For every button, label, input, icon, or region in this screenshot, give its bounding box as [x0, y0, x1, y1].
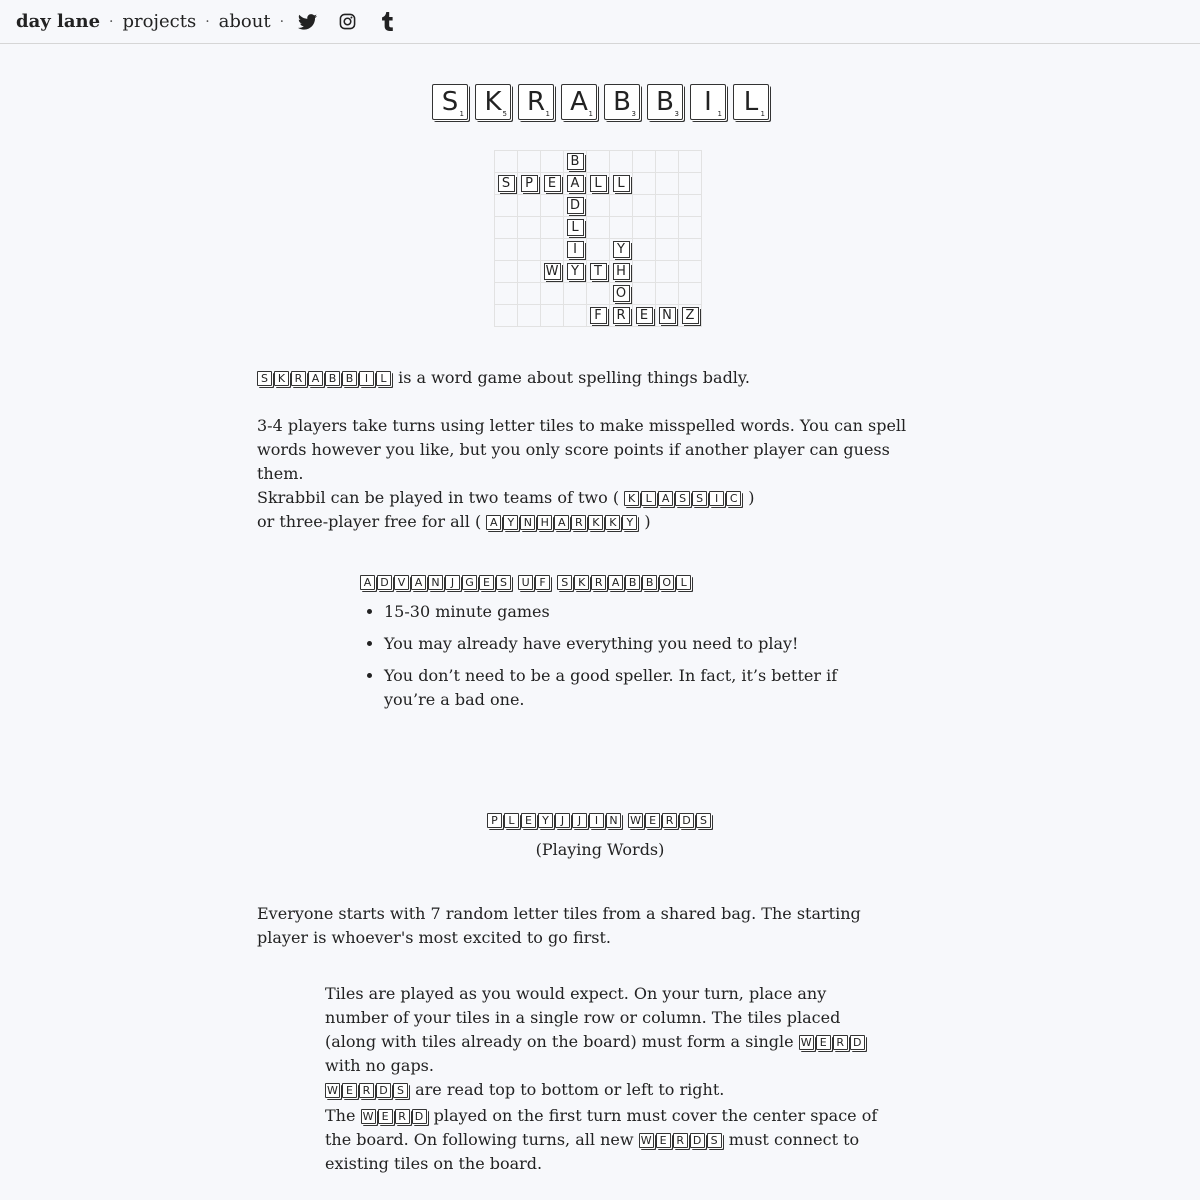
- board-cell: [679, 305, 702, 327]
- intro-text: is a word game about spelling things badly.: [398, 368, 750, 387]
- brand-link[interactable]: day lane: [16, 11, 101, 32]
- board-cell: [564, 173, 587, 195]
- letter-tile: L 1: [733, 84, 769, 120]
- letter-tile: D: [567, 197, 584, 214]
- board-cell: [610, 239, 633, 261]
- letter-tile: D: [412, 1109, 427, 1124]
- letter-tile: D: [690, 1133, 705, 1148]
- board-cell: [633, 195, 656, 217]
- board-cell: [656, 195, 679, 217]
- letter-tile: Y: [538, 813, 553, 828]
- nav-link-projects[interactable]: projects: [122, 11, 197, 32]
- letter-tile: I: [567, 241, 584, 258]
- nav-link-about[interactable]: about: [218, 11, 271, 32]
- first-turn-paragraph: [325, 1104, 885, 1176]
- board-cell: [564, 195, 587, 217]
- letter-tile: Y: [613, 241, 630, 258]
- board-cell: [679, 261, 702, 283]
- board-cell: [541, 261, 564, 283]
- board-cell: [495, 173, 518, 195]
- board-cell: [518, 173, 541, 195]
- letter-tile: R: [591, 575, 606, 590]
- letter-tile: R: [613, 307, 630, 324]
- board-cell: [518, 239, 541, 261]
- letter-tile: B 3: [604, 84, 640, 120]
- letter-tile: A: [554, 515, 569, 530]
- letter-tile: E: [544, 175, 561, 192]
- modes-paragraph: [257, 486, 907, 534]
- letter-tile: E: [816, 1035, 831, 1050]
- title-tiles: [0, 84, 1200, 120]
- letter-tile: I 1: [690, 84, 726, 120]
- modes-text: or three-player free for all (: [257, 512, 482, 531]
- list-item: • 15-30 minute games: [384, 600, 874, 624]
- board-cell: [541, 283, 564, 305]
- board-cell: [610, 173, 633, 195]
- board-cell: [656, 283, 679, 305]
- letter-tile: B 3: [647, 84, 683, 120]
- letter-tile: A: [486, 515, 501, 530]
- board-cell: [518, 261, 541, 283]
- letter-tile: S: [257, 371, 272, 386]
- board-cell: [495, 239, 518, 261]
- letter-tile: L: [590, 175, 607, 192]
- letter-tile: B: [642, 575, 657, 590]
- tumblr-icon[interactable]: [377, 12, 397, 32]
- board-cell: [564, 305, 587, 327]
- letter-tile: E: [342, 1083, 357, 1098]
- letter-tile: W: [361, 1109, 376, 1124]
- letter-tile: C: [726, 491, 741, 506]
- letter-tile: K: [605, 515, 620, 530]
- tile-play-paragraph: [325, 982, 885, 1102]
- tile-word: [487, 813, 623, 828]
- paren: ): [748, 488, 755, 507]
- letter-tile: W: [544, 263, 561, 280]
- letter-tile: F: [590, 307, 607, 324]
- letter-tile: D: [679, 813, 694, 828]
- letter-tile: L: [676, 575, 691, 590]
- modes-text: Skrabbil can be played in two teams of two (: [257, 488, 620, 507]
- tile-word: [628, 813, 713, 828]
- letter-tile: A 1: [561, 84, 597, 120]
- board-cell: [495, 305, 518, 327]
- board-cell: [633, 261, 656, 283]
- letter-tile: R: [395, 1109, 410, 1124]
- board-cell: [518, 195, 541, 217]
- board-cell: [679, 151, 702, 173]
- letter-tile: A: [658, 491, 673, 506]
- letter-tile: B: [625, 575, 640, 590]
- tile-word: [639, 1133, 724, 1148]
- letter-tile: U: [518, 575, 533, 590]
- board-cell: [633, 283, 656, 305]
- letter-tile: Y: [567, 263, 584, 280]
- letter-tile: O: [613, 285, 630, 302]
- tile-word: [257, 371, 393, 386]
- letter-tile: J: [555, 813, 570, 828]
- letter-tile: R: [833, 1035, 848, 1050]
- board-cell: [679, 173, 702, 195]
- letter-tile: R: [359, 1083, 374, 1098]
- board-cell: [587, 261, 610, 283]
- board-cell: [495, 195, 518, 217]
- letter-tile: N: [428, 575, 443, 590]
- letter-tile: E: [378, 1109, 393, 1124]
- letter-tile: D: [850, 1035, 865, 1050]
- board-cell: [564, 283, 587, 305]
- rule-text: with no gaps.: [325, 1056, 434, 1075]
- board-cell: [518, 305, 541, 327]
- tile-word: [799, 1035, 867, 1050]
- letter-tile: W: [325, 1083, 340, 1098]
- letter-tile: E: [479, 575, 494, 590]
- letter-tile: I: [359, 371, 374, 386]
- board-cell: [564, 239, 587, 261]
- letter-tile: J: [572, 813, 587, 828]
- letter-tile: A: [608, 575, 623, 590]
- board-cell: [656, 261, 679, 283]
- board-cell: [564, 151, 587, 173]
- board-cell: [679, 217, 702, 239]
- letter-tile: N: [520, 515, 535, 530]
- letter-tile: N: [606, 813, 621, 828]
- nav-separator: ·: [205, 13, 210, 30]
- nav-separator: ·: [279, 13, 285, 30]
- board-cell: [587, 217, 610, 239]
- rule-text: must connect to existing tiles on the board.: [325, 1130, 860, 1173]
- letter-tile: W: [639, 1133, 654, 1148]
- letter-tile: P: [521, 175, 538, 192]
- letter-tile: R: [673, 1133, 688, 1148]
- letter-tile: L: [613, 175, 630, 192]
- letter-tile: D: [376, 1083, 391, 1098]
- letter-tile: S: [498, 175, 515, 192]
- board-cell: [541, 305, 564, 327]
- letter-tile: K: [574, 575, 589, 590]
- letter-tile: K: [624, 491, 639, 506]
- board-cell: [587, 283, 610, 305]
- setup-paragraph: Everyone starts with 7 random letter tiles from a shared bag. The starting player is whoever's most excited to go first.: [257, 904, 861, 947]
- board-cell: [587, 305, 610, 327]
- letter-tile: S: [707, 1133, 722, 1148]
- nav-separator: ·: [109, 13, 114, 30]
- advantages-heading: [360, 570, 693, 594]
- letter-tile: R: [571, 515, 586, 530]
- letter-tile: S: [675, 491, 690, 506]
- letter-tile: S: [696, 813, 711, 828]
- board-cell: [610, 305, 633, 327]
- board-cell: [656, 151, 679, 173]
- paren: ): [644, 512, 651, 531]
- playing-words-heading: [0, 808, 1200, 832]
- board-cell: [610, 151, 633, 173]
- letter-tile: E: [521, 813, 536, 828]
- twitter-icon[interactable]: [297, 12, 317, 32]
- playing-words-subtitle: (Playing Words): [535, 840, 665, 859]
- letter-tile: Y: [503, 515, 518, 530]
- letter-tile: S: [692, 491, 707, 506]
- letter-tile: O: [659, 575, 674, 590]
- letter-tile: R: [662, 813, 677, 828]
- board-cell: [541, 195, 564, 217]
- tile-word: [518, 575, 552, 590]
- tile-word: [557, 575, 693, 590]
- board-cell: [564, 217, 587, 239]
- board-cell: [679, 283, 702, 305]
- letter-tile: B: [342, 371, 357, 386]
- letter-tile: A: [308, 371, 323, 386]
- board-cell: [541, 217, 564, 239]
- board-cell: [495, 217, 518, 239]
- letter-tile: S: [557, 575, 572, 590]
- letter-tile: Z: [682, 307, 699, 324]
- letter-tile: L: [567, 219, 584, 236]
- letter-tile: P: [487, 813, 502, 828]
- letter-tile: I: [589, 813, 604, 828]
- board-cell: [518, 151, 541, 173]
- tile-word: [325, 1083, 410, 1098]
- board-cell: [679, 239, 702, 261]
- rule-text: are read top to bottom or left to right.: [415, 1080, 725, 1099]
- board-cell: [541, 151, 564, 173]
- board-cell: [610, 261, 633, 283]
- board-cell: [541, 239, 564, 261]
- letter-tile: D: [377, 575, 392, 590]
- board-cell: [610, 283, 633, 305]
- letter-tile: A: [567, 175, 584, 192]
- letter-tile: H: [537, 515, 552, 530]
- letter-tile: F: [535, 575, 550, 590]
- board-cell: [633, 239, 656, 261]
- letter-tile: R 1: [518, 84, 554, 120]
- letter-tile: L: [504, 813, 519, 828]
- intro-paragraph: [257, 366, 907, 390]
- letter-tile: Y: [622, 515, 637, 530]
- letter-tile: S: [393, 1083, 408, 1098]
- board-cell: [633, 217, 656, 239]
- board-cell: [656, 239, 679, 261]
- board-cell: [518, 283, 541, 305]
- board-cell: [633, 151, 656, 173]
- letter-tile: R: [291, 371, 306, 386]
- rule-text: played on the first turn must cover the center space of the board. On following turns, all new: [325, 1106, 878, 1149]
- board-cell: [564, 261, 587, 283]
- tile-word: [360, 575, 513, 590]
- board-cell: [587, 239, 610, 261]
- list-item: • You don’t need to be a good speller. In fact, it’s better if you’re a bad one.: [384, 664, 874, 712]
- letter-tile: B: [325, 371, 340, 386]
- board-cell: [656, 217, 679, 239]
- board-cell: [518, 217, 541, 239]
- board-cell: [656, 305, 679, 327]
- letter-tile: S 1: [432, 84, 468, 120]
- letter-tile: H: [613, 263, 630, 280]
- letter-tile: K: [274, 371, 289, 386]
- board-cell: [495, 261, 518, 283]
- social-icons: [297, 12, 397, 32]
- instagram-icon[interactable]: [337, 12, 357, 32]
- tile-word: [624, 491, 743, 506]
- board-cell: [541, 173, 564, 195]
- board-cell: [587, 195, 610, 217]
- players-paragraph: 3-4 players take turns using letter tiles to make misspelled words. You can spell words however you like, but you only score points if another player can guess them.: [257, 416, 907, 483]
- board-cell: [633, 305, 656, 327]
- letter-tile: K 5: [475, 84, 511, 120]
- letter-tile: L: [376, 371, 391, 386]
- board-cell: [495, 151, 518, 173]
- letter-tile: A: [411, 575, 426, 590]
- top-nav: [0, 0, 1200, 44]
- letter-tile: E: [636, 307, 653, 324]
- rule-text: The: [325, 1106, 356, 1125]
- letter-tile: W: [628, 813, 643, 828]
- advantages-list: [360, 600, 874, 720]
- letter-tile: E: [645, 813, 660, 828]
- tile-word: [486, 515, 639, 530]
- list-item: • You may already have everything you need to play!: [384, 632, 874, 656]
- letter-tile: G: [462, 575, 477, 590]
- letter-tile: E: [656, 1133, 671, 1148]
- board-cell: [679, 195, 702, 217]
- letter-tile: N: [659, 307, 676, 324]
- letter-tile: L: [641, 491, 656, 506]
- letter-tile: J: [445, 575, 460, 590]
- letter-tile: K: [588, 515, 603, 530]
- letter-tile: S: [496, 575, 511, 590]
- board-cell: [587, 151, 610, 173]
- board-cell: [633, 173, 656, 195]
- letter-tile: W: [799, 1035, 814, 1050]
- board-cell: [495, 283, 518, 305]
- example-board: [494, 150, 702, 327]
- tile-word: [361, 1109, 429, 1124]
- board-cell: [610, 195, 633, 217]
- letter-tile: T: [590, 263, 607, 280]
- letter-tile: V: [394, 575, 409, 590]
- rule-text: Tiles are played as you would expect. On your turn, place any number of your tiles in a single row or column. The tiles placed (along with tiles already on the board) must form a single: [325, 984, 841, 1051]
- letter-tile: B: [567, 153, 584, 170]
- letter-tile: A: [360, 575, 375, 590]
- board-cell: [587, 173, 610, 195]
- board-cell: [610, 217, 633, 239]
- letter-tile: I: [709, 491, 724, 506]
- board-cell: [656, 173, 679, 195]
